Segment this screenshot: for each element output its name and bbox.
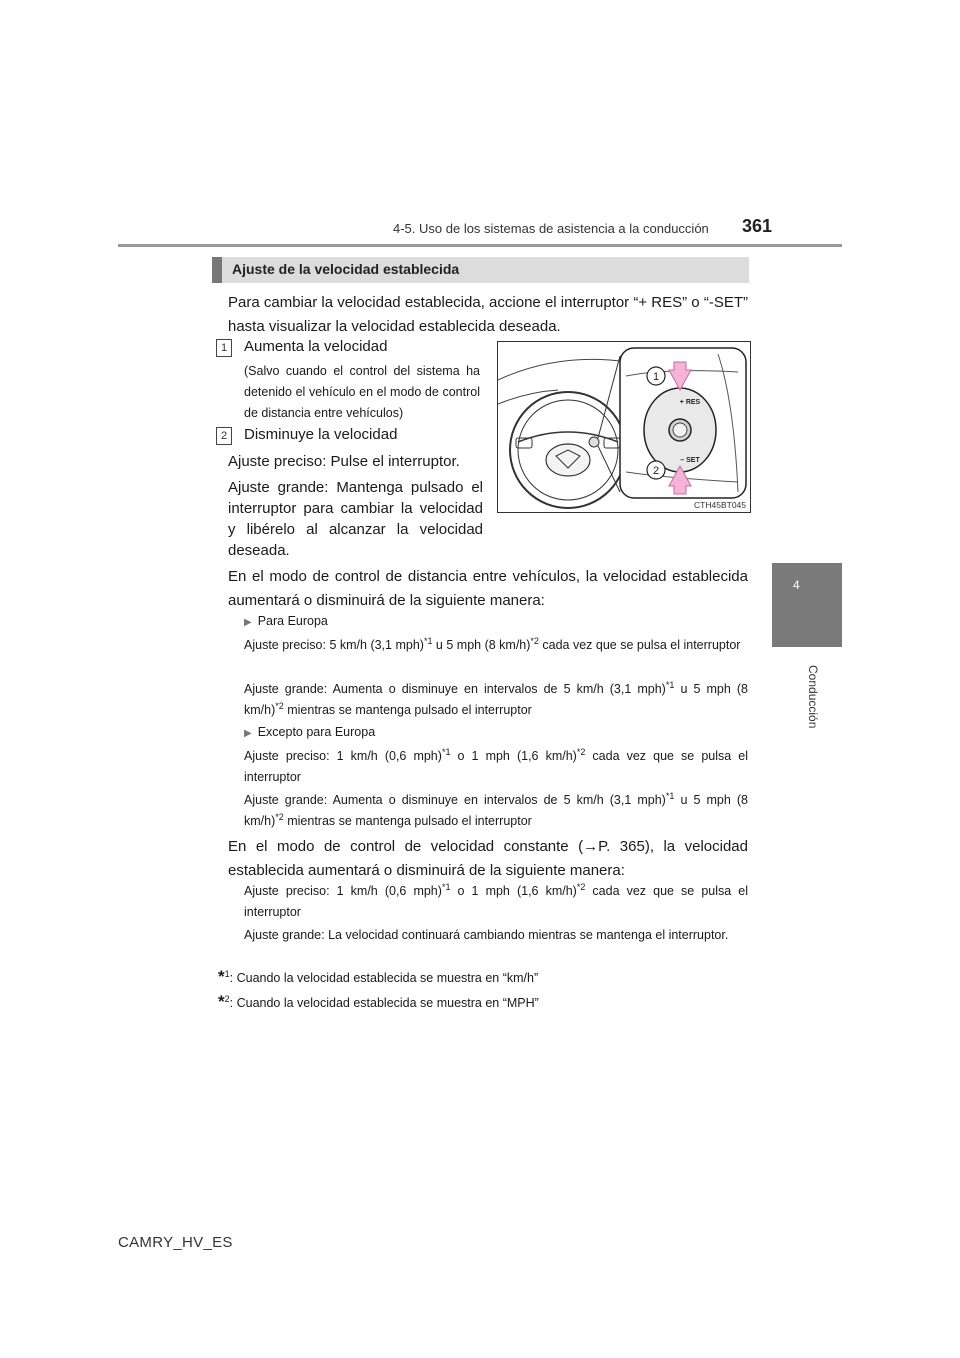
chapter-tab-label: Conducción [806, 665, 820, 729]
fine-adjust-text: Ajuste preciso: Pulse el interruptor. [228, 453, 460, 470]
res-label: + RES [679, 399, 701, 406]
page-number: 361 [742, 216, 773, 236]
europe-fine: Ajuste preciso: 5 km/h (3,1 mph)$^{*1}$ u 5 mph (8 km/h)$^{*2}$ cada vez que se pulsa el interruptor [244, 636, 741, 652]
step-1-note: (Salvo cuando el control del sistema ha detenido el vehículo en el modo de control de distancia entre vehículos) [244, 364, 480, 420]
figure-code: CTH45BT045 [694, 500, 746, 510]
except-europe-fine: Ajuste preciso: 1 km/h (0,6 mph)$^{*1}$ o 1 mph (1,6 km/h)$^{*2}$ cada vez que se pulsa el interruptor [244, 747, 748, 784]
distance-mode-paragraph: En el modo de control de distancia entre vehículos, la velocidad establecida aumentará o disminuirá de la siguiente manera: [228, 568, 748, 609]
constant-mode-fine: Ajuste preciso: 1 km/h (0,6 mph)$^{*1}$ o 1 mph (1,6 km/h)$^{*2}$ cada vez que se pulsa el interruptor [244, 882, 748, 919]
europe-heading-text: Para Europa [257, 614, 328, 628]
document-footer: CAMRY_HV_ES [118, 1234, 233, 1251]
constant-mode-paragraph: En el modo de control de velocidad constante (→P. 365), la velocidad establecida aumentará o disminuirá de la siguiente manera: [228, 838, 748, 879]
header-rule [118, 244, 842, 247]
triangle-bullet-icon: ▶ [244, 728, 252, 739]
steering-switch-illustration [497, 341, 751, 513]
triangle-bullet-icon: ▶ [244, 617, 252, 628]
except-europe-heading-text: Excepto para Europa [257, 725, 376, 739]
step-1-text: Aumenta la velocidad [244, 338, 388, 355]
intro-paragraph: Para cambiar la velocidad establecida, accione el interruptor “+ RES” o “-SET” hasta visualizar la velocidad establecida deseada. [228, 294, 748, 335]
callout-2: 2 [652, 465, 660, 477]
section-title-bar [212, 257, 749, 283]
europe-heading [244, 611, 328, 633]
coarse-adjust-text: Ajuste grande: Mantenga pulsado el interruptor para cambiar la velocidad y libérelo al alcanzar la velocidad deseada. [228, 479, 483, 559]
constant-mode-coarse: Ajuste grande: La velocidad continuará cambiando mientras se mantenga el interruptor. [244, 928, 729, 942]
chapter-tab-number: 4 [793, 578, 800, 592]
step-2-text: Disminuye la velocidad [244, 426, 398, 443]
running-header: 4-5. Uso de los sistemas de asistencia a la conducción [393, 221, 709, 236]
section-title: Ajuste de la velocidad establecida [232, 261, 460, 277]
footnote-1: *$^1$: Cuando la velocidad establecida se muestra en “km/h” [218, 967, 539, 986]
step-badge-2: 2 [216, 427, 232, 445]
chapter-tab [772, 563, 842, 647]
except-europe-heading [244, 722, 375, 744]
except-europe-coarse: Ajuste grande: Aumenta o disminuye en intervalos de 5 km/h (3,1 mph)$^{*1}$ u 5 mph (8 km/h)$^{*2}$ mientras se mantenga pulsado el interruptor [244, 791, 748, 828]
set-label: – SET [680, 457, 700, 464]
footnote-2: *$^2$: Cuando la velocidad establecida se muestra en “MPH” [218, 992, 539, 1011]
illustration-drawing [498, 342, 751, 513]
callout-1: 1 [652, 371, 660, 383]
europe-coarse: Ajuste grande: Aumenta o disminuye en intervalos de 5 km/h (3,1 mph)$^{*1}$ u 5 mph (8 km/h)$^{*2}$ mientras se mantenga pulsado el interruptor [244, 680, 748, 717]
step-badge-1: 1 [216, 339, 232, 357]
